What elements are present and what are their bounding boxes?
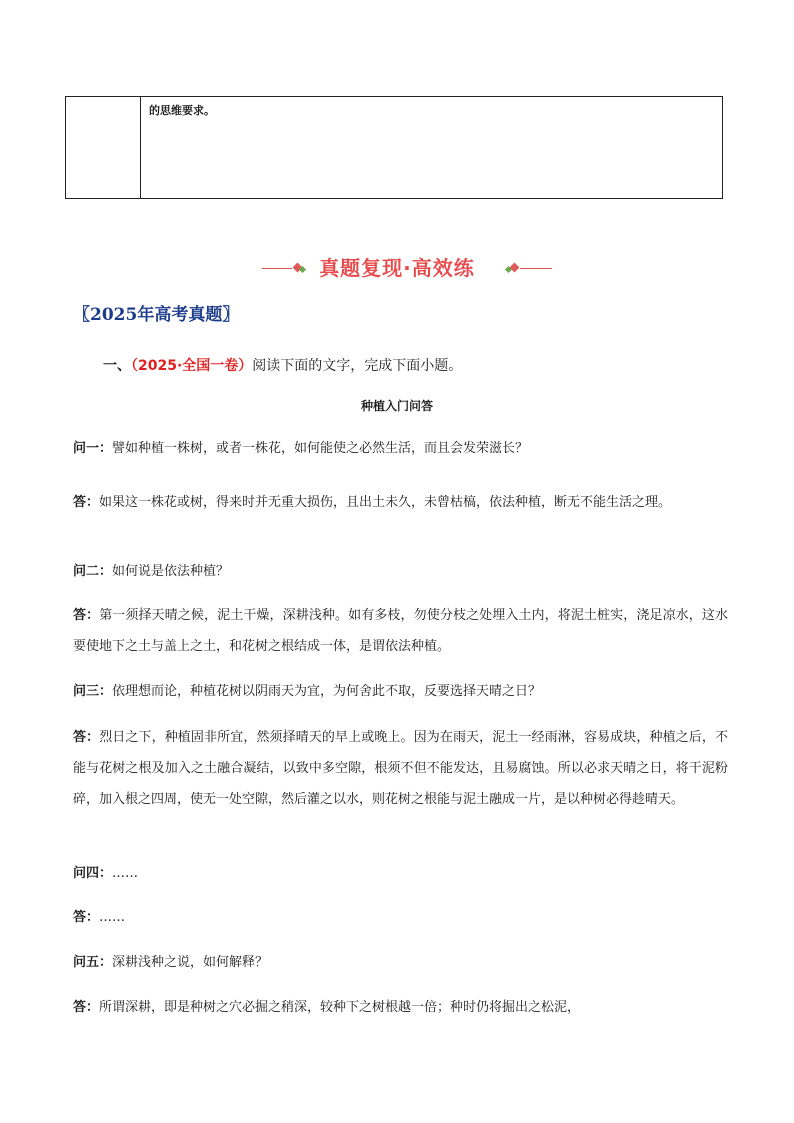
banner-line-right <box>520 268 552 269</box>
qa-paragraph <box>73 947 728 978</box>
qa-label: 问五： <box>73 955 113 970</box>
qa-paragraph <box>73 556 728 587</box>
qa-text: …… <box>99 910 126 925</box>
qa-label: 问二： <box>73 564 113 579</box>
question-instruction: 阅读下面的文字，完成下面小题。 <box>252 358 463 374</box>
year-heading: 〖2025年高考真题〗 <box>73 305 240 325</box>
qa-text: 如何说是依法种植？ <box>112 564 230 579</box>
qa-paragraph <box>73 992 728 1023</box>
qa-paragraph <box>73 676 728 707</box>
qa-label: 问一： <box>73 441 113 456</box>
article-title: 种植入门问答 <box>360 399 433 413</box>
qa-text: …… <box>112 866 139 881</box>
table-cell-right: 的思维要求。 <box>149 104 215 117</box>
qa-paragraph <box>73 487 728 518</box>
qa-text: 依理想而论，种植花树以阴雨天为宜，为何舍此不取，反要选择天晴之日？ <box>112 684 542 699</box>
qa-label: 答： <box>73 1000 100 1015</box>
qa-text: 第一须择天晴之候，泥土干燥，深耕浅种。如有多枝，勿使分枝之处埋入土内，将泥土桩实，浇足凉水，这水要使地下之土与盖上之土，和花树之根结成一体，是谓依法种植。 <box>73 608 728 654</box>
table-cell-left <box>66 97 141 198</box>
qa-label: 答： <box>73 910 100 925</box>
qa-text: 深耕浅种之说，如何解释？ <box>112 955 269 970</box>
qa-label: 问三： <box>73 684 113 699</box>
continuation-table <box>65 96 723 199</box>
qa-paragraph <box>73 858 728 889</box>
qa-paragraph <box>73 433 728 464</box>
qa-paragraph <box>73 600 728 662</box>
section-banner <box>0 252 794 282</box>
qa-paragraph <box>73 722 728 815</box>
qa-label: 问四： <box>73 866 113 881</box>
qa-text: 烈日之下，种植固非所宜，然须择晴天的早上或晚上。因为在雨天，泥土一经雨淋，容易成块，种植之后，不能与花树之根及加入之土融合凝结，以致中多空隙，根须不但不能发达，且易腐蚀。所以必求天晴之日，将干泥粉碎，加入根之四周，使无一处空隙，然后灌之以水，则花树之根能与泥土融成一片，是以种树必得趁晴天。 <box>73 730 728 807</box>
qa-label: 答： <box>73 495 100 510</box>
banner-title: 真题复现·高效练 <box>319 256 475 280</box>
question-number: 一、 <box>103 358 131 374</box>
question-intro <box>103 355 462 375</box>
qa-paragraph <box>73 902 728 933</box>
qa-label: 答： <box>73 730 100 745</box>
qa-text: 如果这一株花或树，得来时并无重大损伤，且出土未久，未曾枯槁，依法种植，断无不能生活之理。 <box>99 495 672 510</box>
qa-label: 答： <box>73 608 100 623</box>
question-source: （2025·全国一卷） <box>131 358 253 374</box>
qa-text: 譬如种植一株树，或者一株花，如何能使之必然生活，而且会发荣滋长？ <box>112 441 529 456</box>
qa-text: 所谓深耕，即是种树之穴必掘之稍深，较种下之树根越一倍；种时仍将掘出之松泥， <box>99 1000 581 1015</box>
